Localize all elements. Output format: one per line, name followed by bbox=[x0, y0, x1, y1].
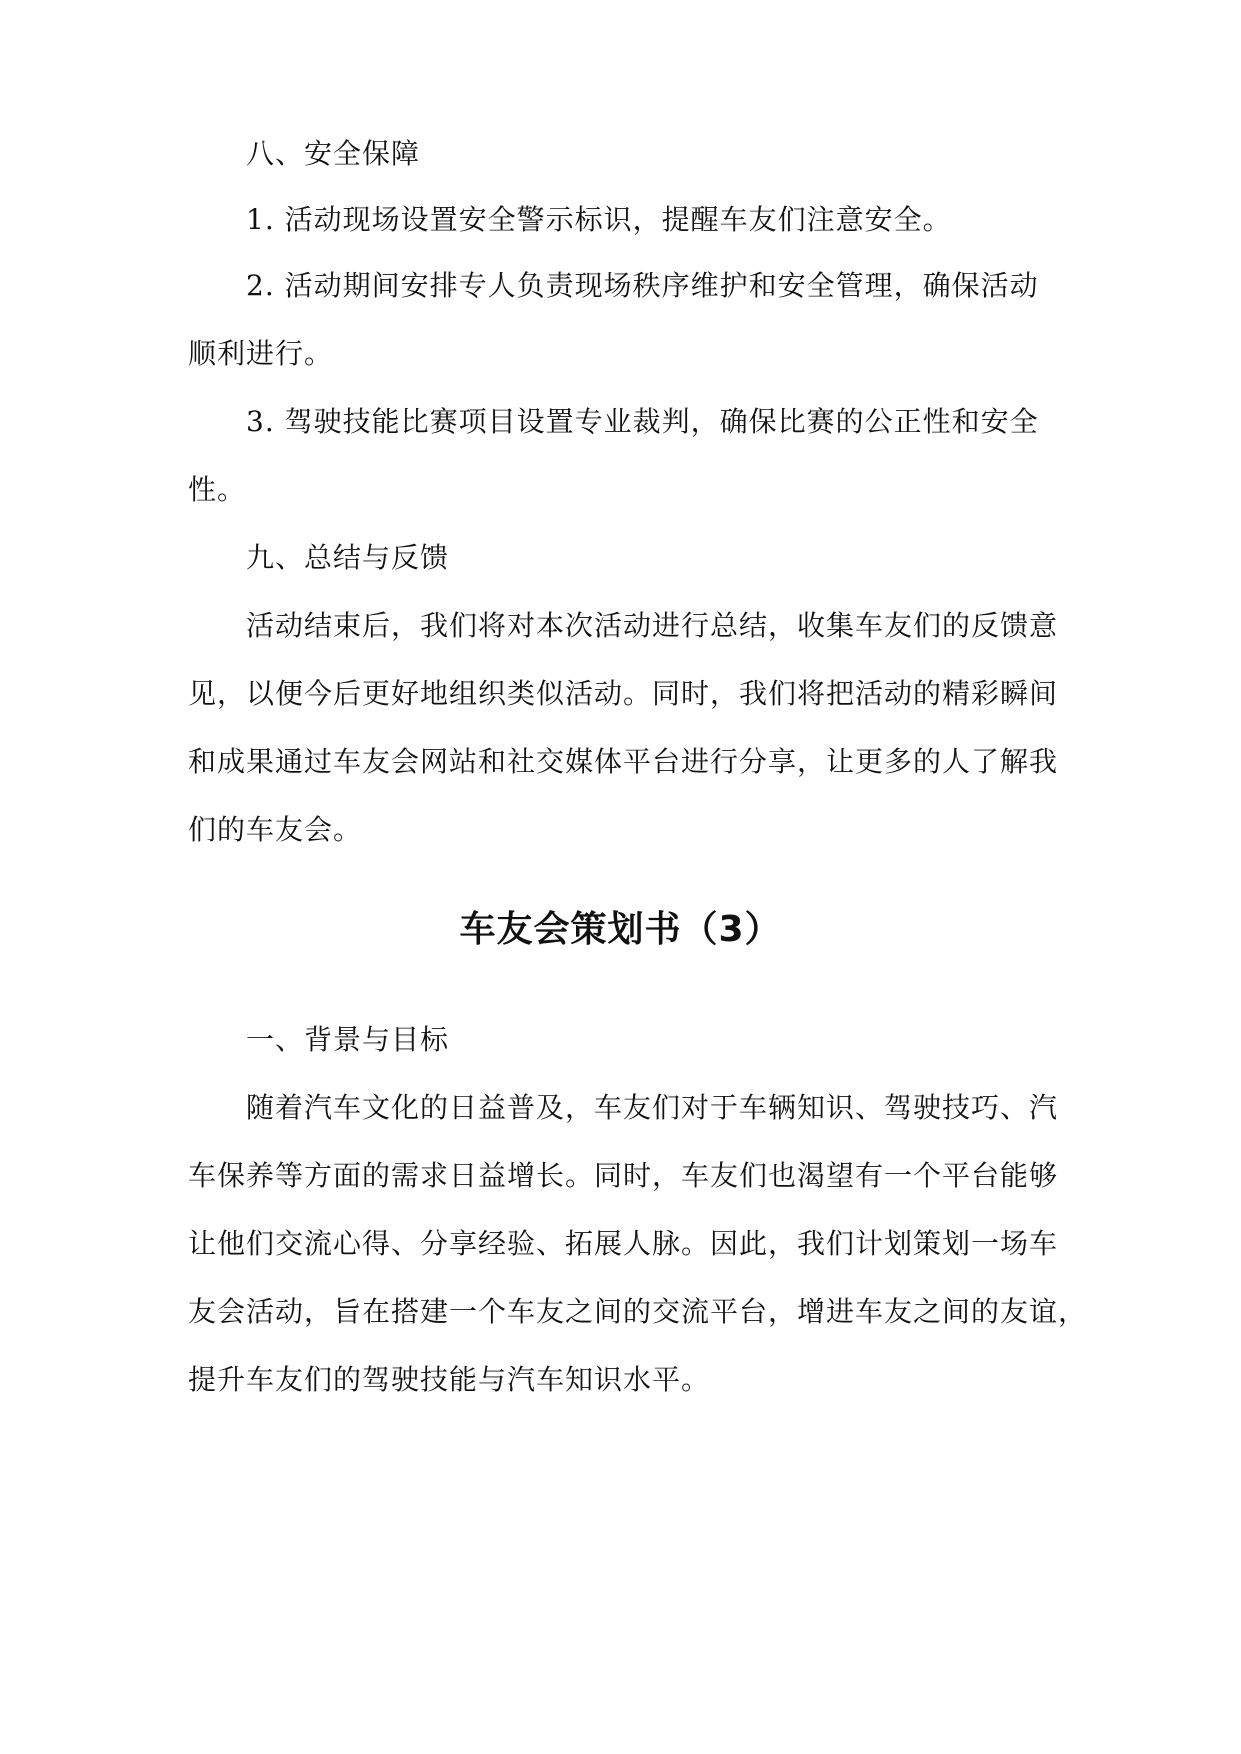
paragraph-line: 友会活动，旨在搭建一个车友之间的交流平台，增进车友之间的友谊， bbox=[188, 1295, 1088, 1328]
paragraph-line: 活动结束后，我们将对本次活动进行总结，收集车友们的反馈意 bbox=[246, 609, 1059, 642]
paragraph-line: 提升车友们的驾驶技能与汽车知识水平。 bbox=[188, 1363, 711, 1396]
section-heading-background: 一、背景与目标 bbox=[246, 1023, 450, 1056]
paragraph-line: 1. 活动现场设置安全警示标识，提醒车友们注意安全。 bbox=[246, 203, 952, 236]
section-heading-summary: 九、总结与反馈 bbox=[246, 541, 450, 574]
document-title: 车友会策划书（3） bbox=[459, 909, 782, 950]
paragraph-line: 2. 活动期间安排专人负责现场秩序维护和安全管理，确保活动 bbox=[246, 269, 1039, 302]
paragraph-line: 性。 bbox=[188, 473, 247, 506]
paragraph-line: 见，以便今后更好地组织类似活动。同时，我们将把活动的精彩瞬间 bbox=[188, 677, 1059, 710]
paragraph-line: 3. 驾驶技能比赛项目设置专业裁判，确保比赛的公正性和安全 bbox=[246, 405, 1039, 438]
paragraph-line: 和成果通过车友会网站和社交媒体平台进行分享，让更多的人了解我 bbox=[188, 745, 1059, 778]
paragraph-line: 随着汽车文化的日益普及，车友们对于车辆知识、驾驶技巧、汽 bbox=[246, 1091, 1059, 1124]
paragraph-line: 车保养等方面的需求日益增长。同时，车友们也渴望有一个平台能够 bbox=[188, 1159, 1059, 1192]
paragraph-line: 顺利进行。 bbox=[188, 337, 334, 370]
paragraph-line: 让他们交流心得、分享经验、拓展人脉。因此，我们计划策划一场车 bbox=[188, 1227, 1059, 1260]
paragraph-line: 们的车友会。 bbox=[188, 813, 363, 846]
section-heading-safety: 八、安全保障 bbox=[246, 137, 421, 170]
